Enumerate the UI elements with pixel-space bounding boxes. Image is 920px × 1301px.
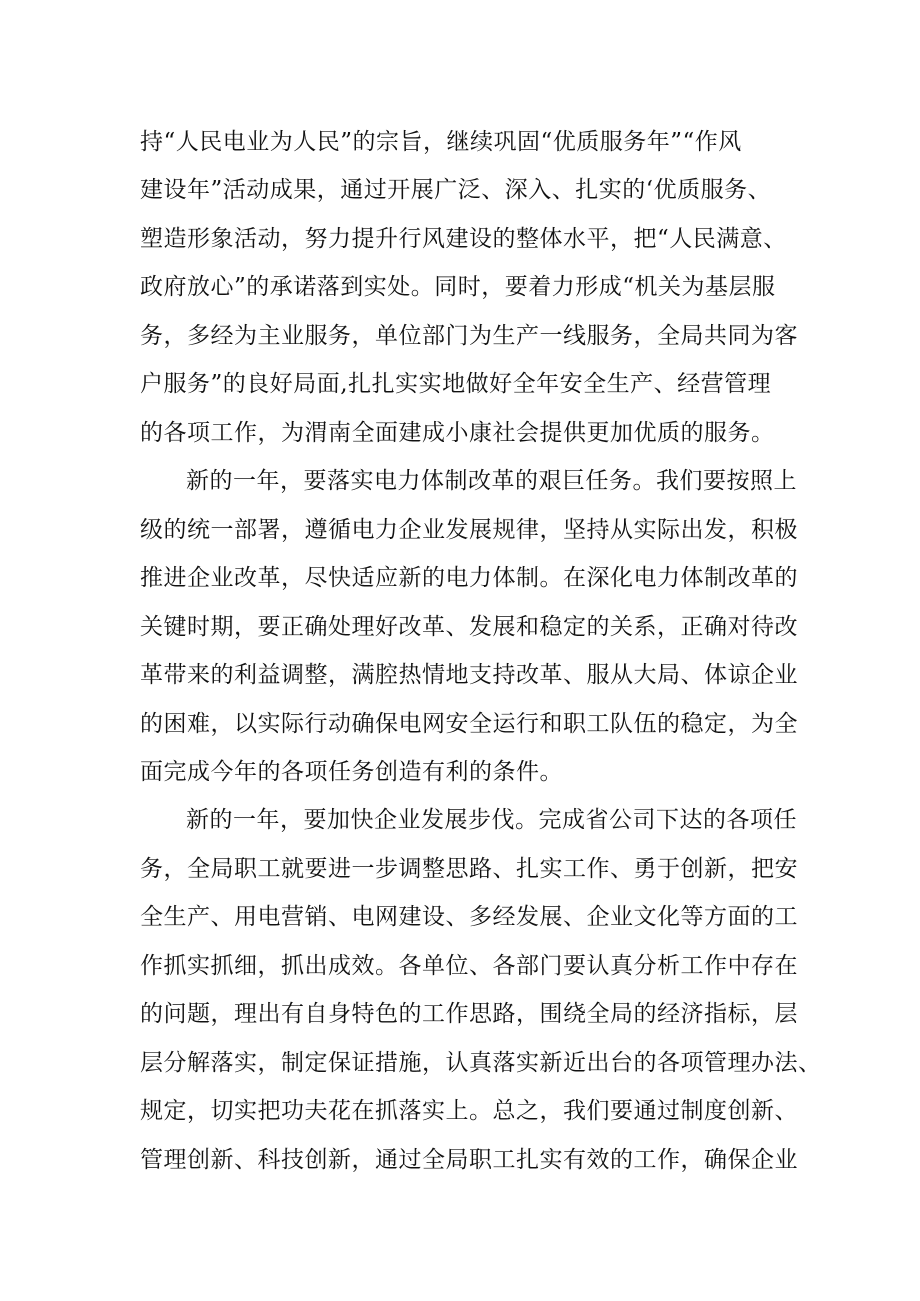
text-line: 持“人民电业为人民”的宗旨，继续巩固“优质服务年”“作风 (140, 129, 742, 155)
text-line: 管理创新、科技创新，通过全局职工扎实有效的工作，确保企业 (140, 1147, 798, 1173)
text-line: 层分解落实，制定保证措施，认真落实新近出台的各项管理办法、 (140, 1050, 822, 1076)
text-line: 的困难，以实际行动确保电网安全运行和职工队伍的稳定，为全 (140, 711, 798, 737)
text-line: 推进企业改革，尽快适应新的电力体制。在深化电力体制改革的 (140, 565, 798, 591)
text-line: 面完成今年的各项任务创造有利的条件。 (140, 759, 563, 785)
text-line: 政府放心”的承诺落到实处。同时，要着力形成“机关为基层服 (140, 274, 776, 300)
text-line: 务，多经为主业服务，单位部门为生产一线服务，全局共同为客 (140, 323, 798, 349)
text-line: 塑造形象活动，努力提升行风建设的整体水平，把“人民满意、 (140, 226, 787, 252)
text-line: 的问题，理出有自身特色的工作思路，围绕全局的经济指标，层 (140, 1001, 798, 1027)
paragraph-first-line: 新的一年，要加快企业发展步伐。完成省公司下达的各项任 (186, 807, 797, 833)
text-line: 建设年”活动成果，通过开展广泛、深入、扎实的‘优质服务、 (140, 177, 772, 203)
text-line: 作抓实抓细，抓出成效。各单位、各部门要认真分析工作中存在 (140, 953, 798, 979)
text-line: 全生产、用电营销、电网建设、多经发展、企业文化等方面的工 (140, 904, 798, 930)
text-line: 的各项工作，为渭南全面建成小康社会提供更加优质的服务。 (140, 420, 775, 446)
paragraph-first-line: 新的一年，要落实电力体制改革的艰巨任务。我们要按照上 (186, 468, 797, 494)
text-line: 务，全局职工就要进一步调整思路、扎实工作、勇于创新，把安 (140, 856, 798, 882)
text-line: 关键时期，要正确处理好改革、发展和稳定的关系，正确对待改 (140, 614, 798, 640)
text-line: 规定，切实把功夫花在抓落实上。总之，我们要通过制度创新、 (140, 1098, 798, 1124)
text-line: 户服务”的良好局面,扎扎实实地做好全年安全生产、经营管理 (140, 371, 772, 397)
text-line: 级的统一部署，遵循电力企业发展规律，坚持从实际出发，积极 (140, 517, 798, 543)
text-line: 革带来的利益调整，满腔热情地支持改革、服从大局、体谅企业 (140, 662, 798, 688)
